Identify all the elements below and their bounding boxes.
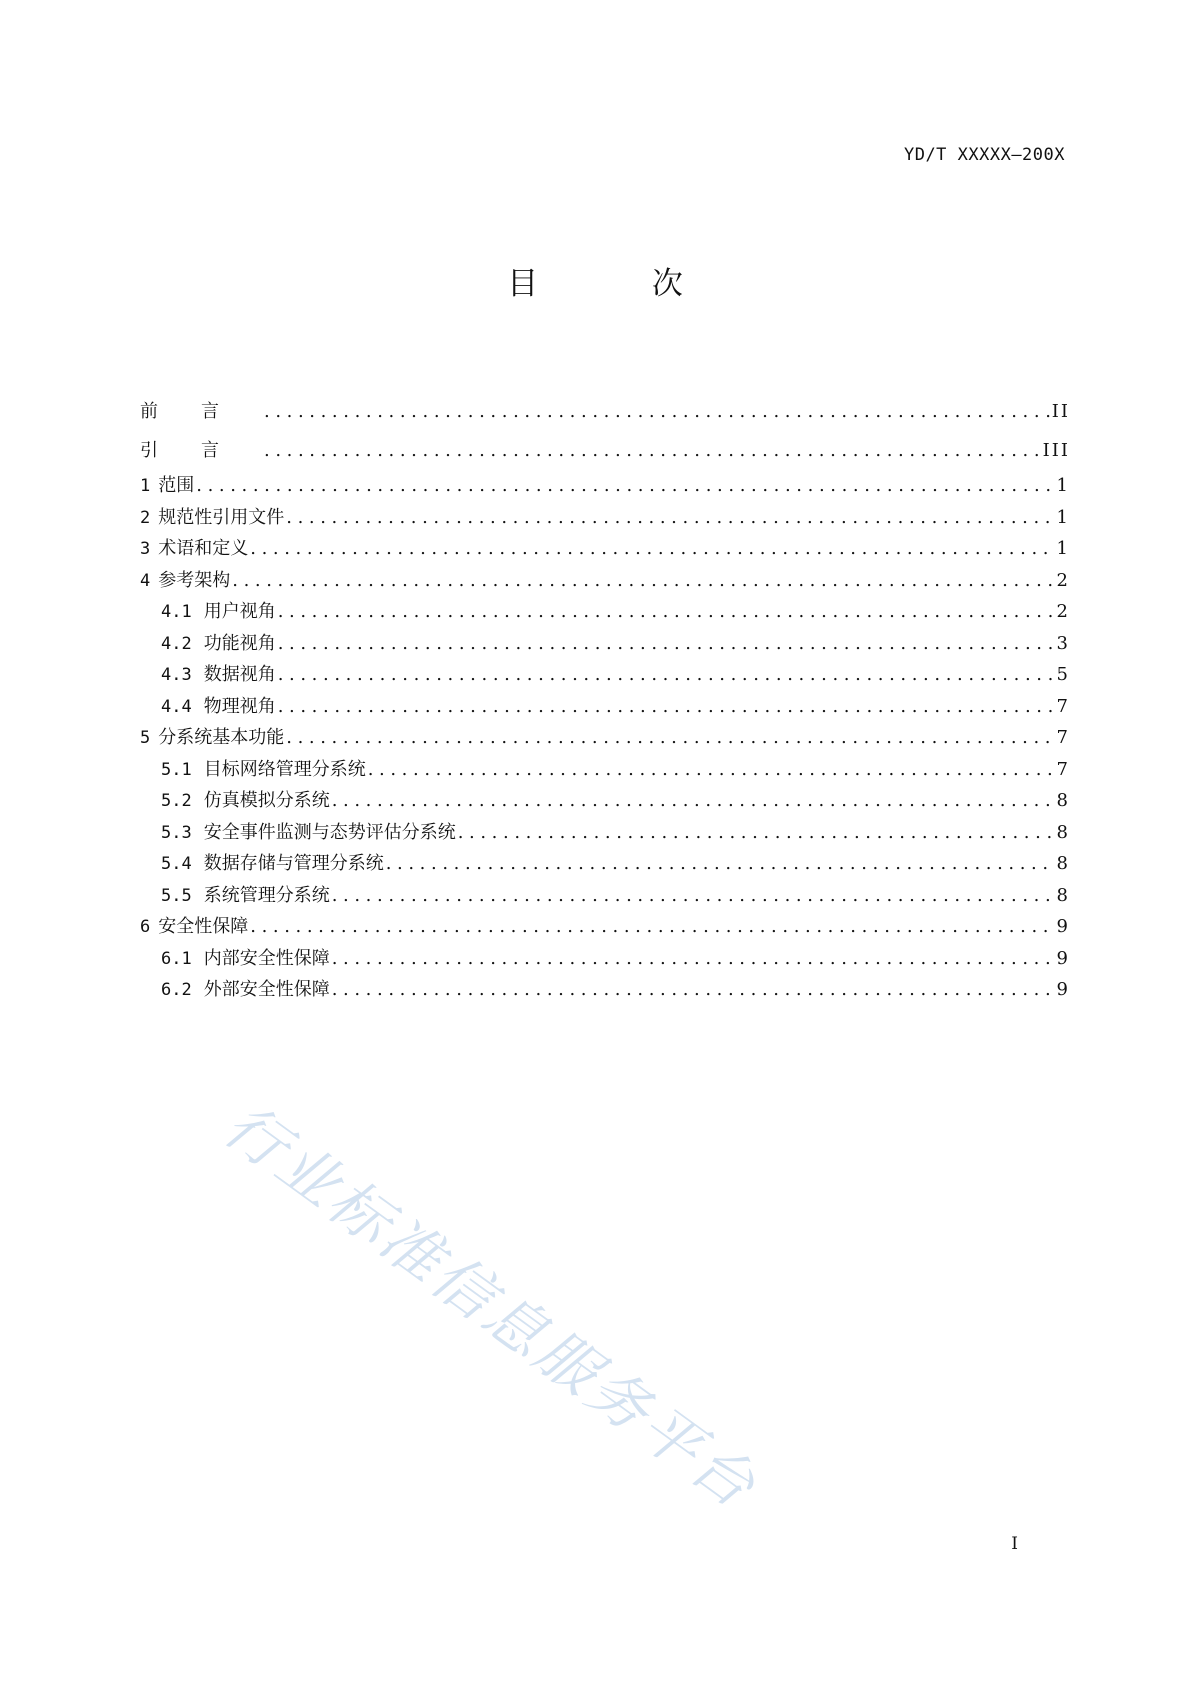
toc-dot-leader: [232, 565, 1054, 597]
toc-entry-number: 4: [140, 570, 151, 591]
toc-entry-label: 内部安全性保障: [203, 947, 330, 969]
toc-entry-page: 1: [1056, 538, 1070, 559]
toc-dot-leader: [196, 470, 1054, 502]
document-code: YD/T XXXXX—200X: [903, 145, 1065, 165]
toc-entry-page: 1: [1056, 506, 1070, 528]
toc-entry-number: 6.2: [161, 980, 192, 1000]
toc-entry-label: 术语和定义: [158, 538, 249, 559]
toc-dot-leader: [458, 817, 1055, 849]
toc-entry-number: 4.3: [161, 665, 192, 685]
toc-dot-leader: [332, 880, 1055, 912]
toc-entry[interactable]: [140, 974, 1070, 1006]
toc-entry[interactable]: [140, 659, 1070, 691]
toc-entry-number: 2: [140, 507, 151, 528]
toc-entry[interactable]: [140, 596, 1070, 628]
toc-entry-number: 5.2: [161, 791, 192, 811]
toc-entry-number: 5: [140, 728, 151, 748]
toc-entry-page: 1: [1056, 475, 1070, 496]
table-of-contents: [140, 392, 1070, 1006]
toc-entry-number: 4.2: [161, 633, 192, 654]
page-number: I: [1011, 1534, 1018, 1554]
toc-entry-label: 范围: [158, 475, 195, 496]
toc-entry-number: 5.1: [161, 759, 192, 780]
watermark: 行业标准信息服务平台: [211, 1090, 771, 1524]
toc-entry-page: 5: [1056, 664, 1070, 685]
toc-entry-label: 规范性引用文件: [158, 506, 285, 528]
toc-entry-page: 8: [1056, 821, 1070, 843]
toc-entry[interactable]: [140, 502, 1070, 534]
page-title: 目 次: [507, 266, 735, 302]
toc-entry-label: 目标网络管理分系统: [203, 758, 366, 780]
toc-entry-label: 引言: [140, 440, 262, 461]
toc-dot-leader: [278, 691, 1055, 723]
toc-entry[interactable]: [140, 722, 1070, 754]
toc-entry-page: 2: [1056, 601, 1070, 622]
toc-entry-number: 5.5: [161, 885, 192, 906]
toc-entry-number: 6.1: [161, 948, 192, 969]
toc-entry[interactable]: [140, 848, 1070, 880]
toc-dot-leader: [286, 502, 1054, 534]
toc-entry-number: 4.1: [161, 602, 192, 622]
toc-entry[interactable]: [140, 880, 1070, 912]
toc-entry-label: 安全事件监测与态势评估分系统: [203, 821, 456, 843]
toc-entry[interactable]: [140, 911, 1070, 943]
toc-entry[interactable]: [140, 470, 1070, 502]
toc-entry[interactable]: [140, 754, 1070, 786]
toc-entry-page: II: [1051, 401, 1070, 422]
toc-entry-label: 用户视角: [203, 601, 276, 622]
toc-entry-page: 7: [1056, 758, 1070, 780]
toc-entry-number: 3: [140, 539, 151, 559]
toc-entry-page: 8: [1056, 884, 1070, 906]
toc-entry-number: 1: [140, 476, 151, 496]
toc-entry[interactable]: [140, 392, 1070, 431]
toc-entry-label: 数据存储与管理分系统: [203, 853, 384, 874]
toc-dot-leader: [264, 431, 1041, 470]
toc-entry-label: 安全性保障: [158, 916, 249, 937]
toc-entry[interactable]: [140, 628, 1070, 660]
toc-dot-leader: [278, 628, 1055, 660]
toc-entry-page: 9: [1056, 916, 1070, 937]
toc-entry-label: 分系统基本功能: [158, 727, 285, 748]
toc-dot-leader: [332, 785, 1055, 817]
toc-entry-label: 数据视角: [203, 664, 276, 685]
toc-entry-page: 2: [1056, 569, 1070, 591]
toc-dot-leader: [278, 596, 1055, 628]
toc-entry-number: 5.4: [161, 854, 192, 874]
toc-entry-page: 7: [1056, 727, 1070, 748]
toc-entry-label: 系统管理分系统: [203, 884, 330, 906]
toc-entry[interactable]: [140, 431, 1070, 470]
toc-dot-leader: [286, 722, 1054, 754]
toc-entry-page: III: [1042, 440, 1070, 461]
toc-dot-leader: [332, 943, 1055, 975]
toc-entry-page: 9: [1056, 979, 1070, 1000]
toc-dot-leader: [250, 533, 1054, 565]
toc-entry-number: 4.4: [161, 696, 192, 717]
toc-entry-label: 外部安全性保障: [203, 979, 330, 1000]
toc-dot-leader: [264, 392, 1050, 431]
toc-entry[interactable]: [140, 565, 1070, 597]
toc-entry[interactable]: [140, 533, 1070, 565]
toc-entry[interactable]: [140, 691, 1070, 723]
toc-entry-label: 物理视角: [203, 695, 276, 717]
toc-entry[interactable]: [140, 943, 1070, 975]
toc-entry[interactable]: [140, 785, 1070, 817]
toc-dot-leader: [250, 911, 1054, 943]
toc-entry-page: 9: [1056, 947, 1070, 969]
toc-entry-number: 6: [140, 917, 151, 937]
toc-entry-page: 8: [1056, 853, 1070, 874]
toc-entry-label: 仿真模拟分系统: [203, 790, 330, 811]
toc-entry-number: 5.3: [161, 822, 192, 843]
toc-entry-page: 7: [1056, 695, 1070, 717]
toc-entry-label: 前言: [140, 401, 262, 422]
toc-dot-leader: [278, 659, 1055, 691]
toc-entry-label: 参考架构: [158, 569, 231, 591]
toc-dot-leader: [332, 974, 1055, 1006]
toc-entry-label: 功能视角: [203, 632, 276, 654]
toc-entry[interactable]: [140, 817, 1070, 849]
toc-entry-page: 3: [1056, 632, 1070, 654]
toc-dot-leader: [386, 848, 1055, 880]
toc-entry-page: 8: [1056, 790, 1070, 811]
toc-dot-leader: [368, 754, 1055, 786]
